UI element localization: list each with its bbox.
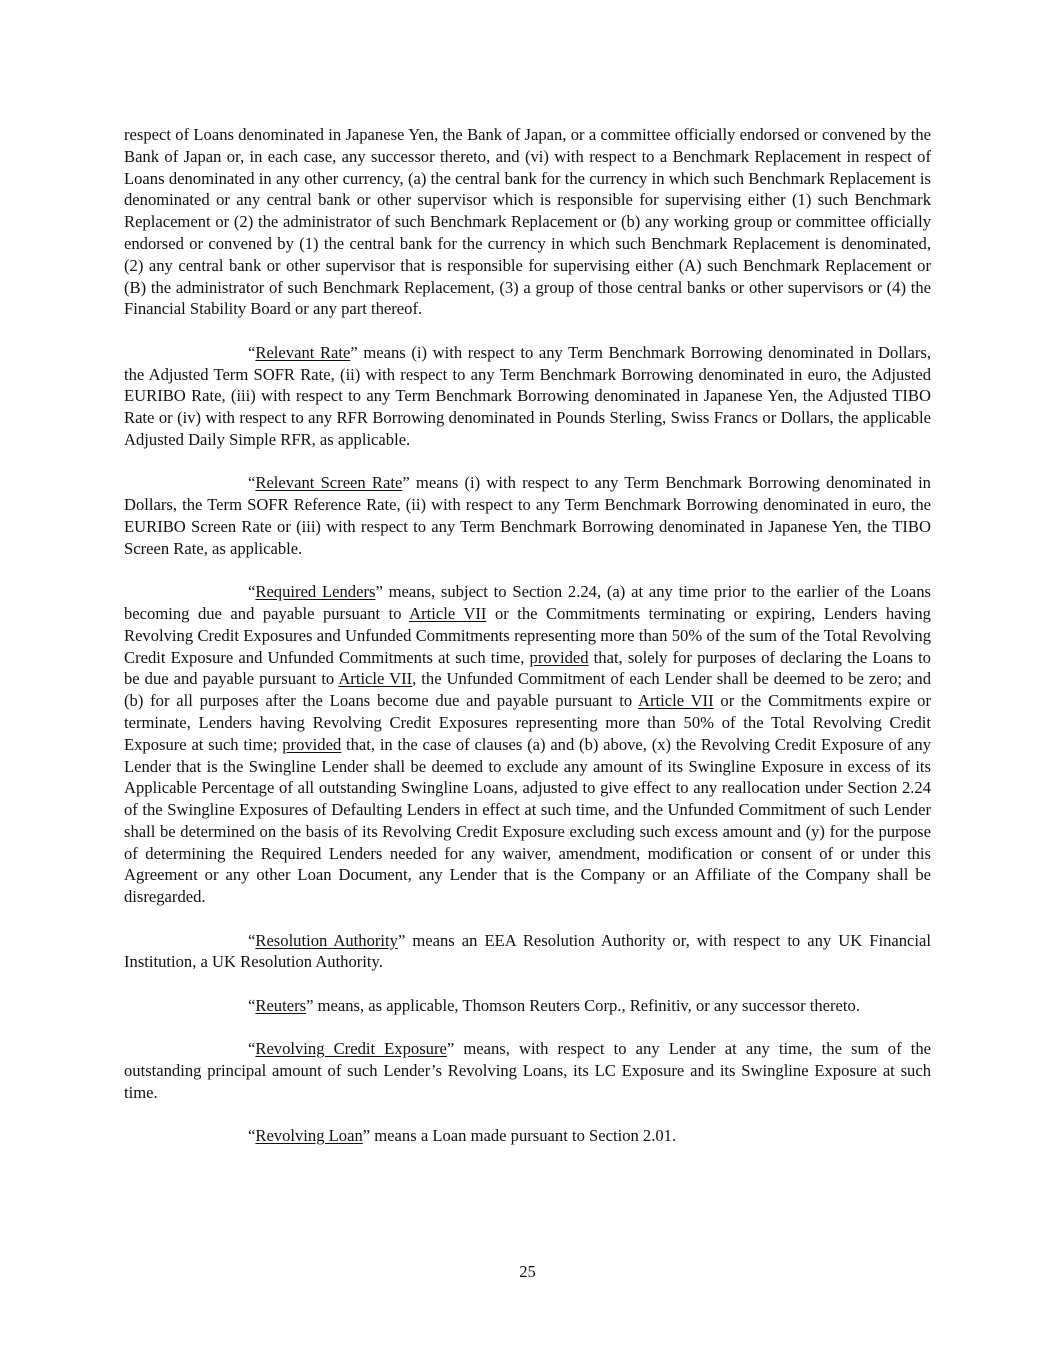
definition-relevant-screen-rate <box>124 472 931 559</box>
defined-term: Relevant Screen Rate <box>255 473 403 493</box>
defined-term: Reuters <box>255 995 307 1015</box>
definition-resolution-authority <box>124 930 931 974</box>
open-quote: “ <box>248 342 256 362</box>
open-quote: “ <box>248 473 256 493</box>
definition-text: ” means a Loan made pursuant to Section 2.01. <box>362 1126 677 1146</box>
definition-text: or the Commitments expire or terminate, Lenders having Revolving Credit Exposures representing more than 50% of the Total Revolving Credit Exposure at such time; <box>124 691 931 754</box>
article-reference: Article VII <box>338 669 413 689</box>
open-quote: “ <box>248 930 256 950</box>
intro-paragraph: respect of Loans denominated in Japanese Yen, the Bank of Japan, or a committee officially endorsed or convened by the Bank of Japan or, in each case, any successor thereto, and (vi) with respect to a Benchmark Replacement in respect of Loans denominated in any other currency, (a) the central bank for the currency in which such Benchmark Replacement is denominated or any central bank or other supervisor which is responsible for supervising either (1) such Benchmark Replacement or (2) the administrator of such Benchmark Replacement or (b) any working group or committee officially endorsed or convened by (1) the central bank for the currency in which such Benchmark Replacement is denominated, (2) any central bank or other supervisor that is responsible for supervising either (A) such Benchmark Replacement or (B) the administrator of such Benchmark Replacement, (3) a group of those central banks or other supervisors or (4) the Financial Stability Board or any part thereof. <box>124 125 931 319</box>
definition-revolving-credit-exposure <box>124 1038 931 1103</box>
definition-text: ” means, as applicable, Thomson Reuters Corp., Refinitiv, or any successor thereto. <box>306 995 860 1015</box>
definition-required-lenders <box>124 581 931 908</box>
provided-term: provided <box>529 647 589 667</box>
definition-relevant-rate <box>124 342 931 451</box>
defined-term: Required Lenders <box>255 582 376 602</box>
article-reference: Article VII <box>409 603 487 623</box>
open-quote: “ <box>248 1039 256 1059</box>
open-quote: “ <box>248 1126 256 1146</box>
defined-term: Revolving Credit Exposure <box>255 1039 447 1059</box>
open-quote: “ <box>248 995 256 1015</box>
defined-term: Revolving Loan <box>255 1126 363 1146</box>
open-quote: “ <box>248 582 256 602</box>
definition-text: , the Unfunded Commitment of each Lender shall be deemed to be zero; and (b) for all purposes after the Loans become due and payable pursuant to <box>124 669 931 711</box>
definition-text: or the Commitments terminating or expiring, Lenders having Revolving Credit Exposures and Unfunded Commitments representing more than 50% of the sum of the Total Revolving Credit Exposure and Unfunded Commitments at such time, <box>124 603 931 667</box>
definition-reuters <box>124 995 931 1017</box>
definition-text: that, in the case of clauses (a) and (b) above, (x) the Revolving Credit Exposure of any Lender that is the Swingline Lender shall be deemed to exclude any amount of its Swingline Exposure in excess of its Applicable Percentage of all outstanding Swingline Loans, adjusted to give effect to any reallocation under Section 2.24 of the Swingline Exposures of Defaulting Lenders in effect at such time, and the Unfunded Commitment of such Lender shall be determined on the basis of its Revolving Credit Exposure excluding such excess amount and (y) for the purpose of determining the Required Lenders needed for any waiver, amendment, modification or consent of or under this Agreement or any other Loan Document, any Lender that is the Company or an Affiliate of the Company shall be disregarded. <box>124 734 931 907</box>
defined-term: Resolution Authority <box>255 930 398 950</box>
definition-text: ” means, with respect to any Lender at any time, the sum of the outstanding principal amount of such Lender’s Revolving Loans, its LC Exposure and its Swingline Exposure at such time. <box>124 1039 931 1102</box>
definition-text: ” means (i) with respect to any Term Benchmark Borrowing denominated in Dollars, the Term SOFR Reference Rate, (ii) with respect to any Term Benchmark Borrowing denominated in euro, the EURIBO Screen Rate or (iii) with respect to any Term Benchmark Borrowing denominated in Japanese Yen, the TIBO Screen Rate, as applicable. <box>124 473 931 558</box>
page-number: 25 <box>519 1262 536 1281</box>
definition-text: ” means, subject to Section 2.24, (a) at any time prior to the earlier of the Loans becoming due and payable pursuant to <box>124 582 931 623</box>
article-reference: Article VII <box>638 691 714 711</box>
definition-revolving-loan <box>124 1125 931 1147</box>
definition-text: ” means (i) with respect to any Term Benchmark Borrowing denominated in Dollars, the Adjusted Term SOFR Rate, (ii) with respect to any Term Benchmark Borrowing denominated in euro, the Adjusted EURIBO Rate, (iii) with respect to any Term Benchmark Borrowing denominated in Japanese Yen, the Adjusted TIBO Rate or (iv) with respect to any RFR Borrowing denominated in Pounds Sterling, Swiss Francs or Dollars, the applicable Adjusted Daily Simple RFR, as applicable. <box>124 342 931 449</box>
definition-text: that, solely for purposes of declaring the Loans to be due and payable pursuant to <box>124 647 931 689</box>
document-page <box>124 124 931 1169</box>
provided-term: provided <box>282 734 342 754</box>
defined-term: Relevant Rate <box>255 342 351 362</box>
definition-text: ” means an EEA Resolution Authority or, with respect to any UK Financial Institution, a UK Resolution Authority. <box>124 930 932 972</box>
